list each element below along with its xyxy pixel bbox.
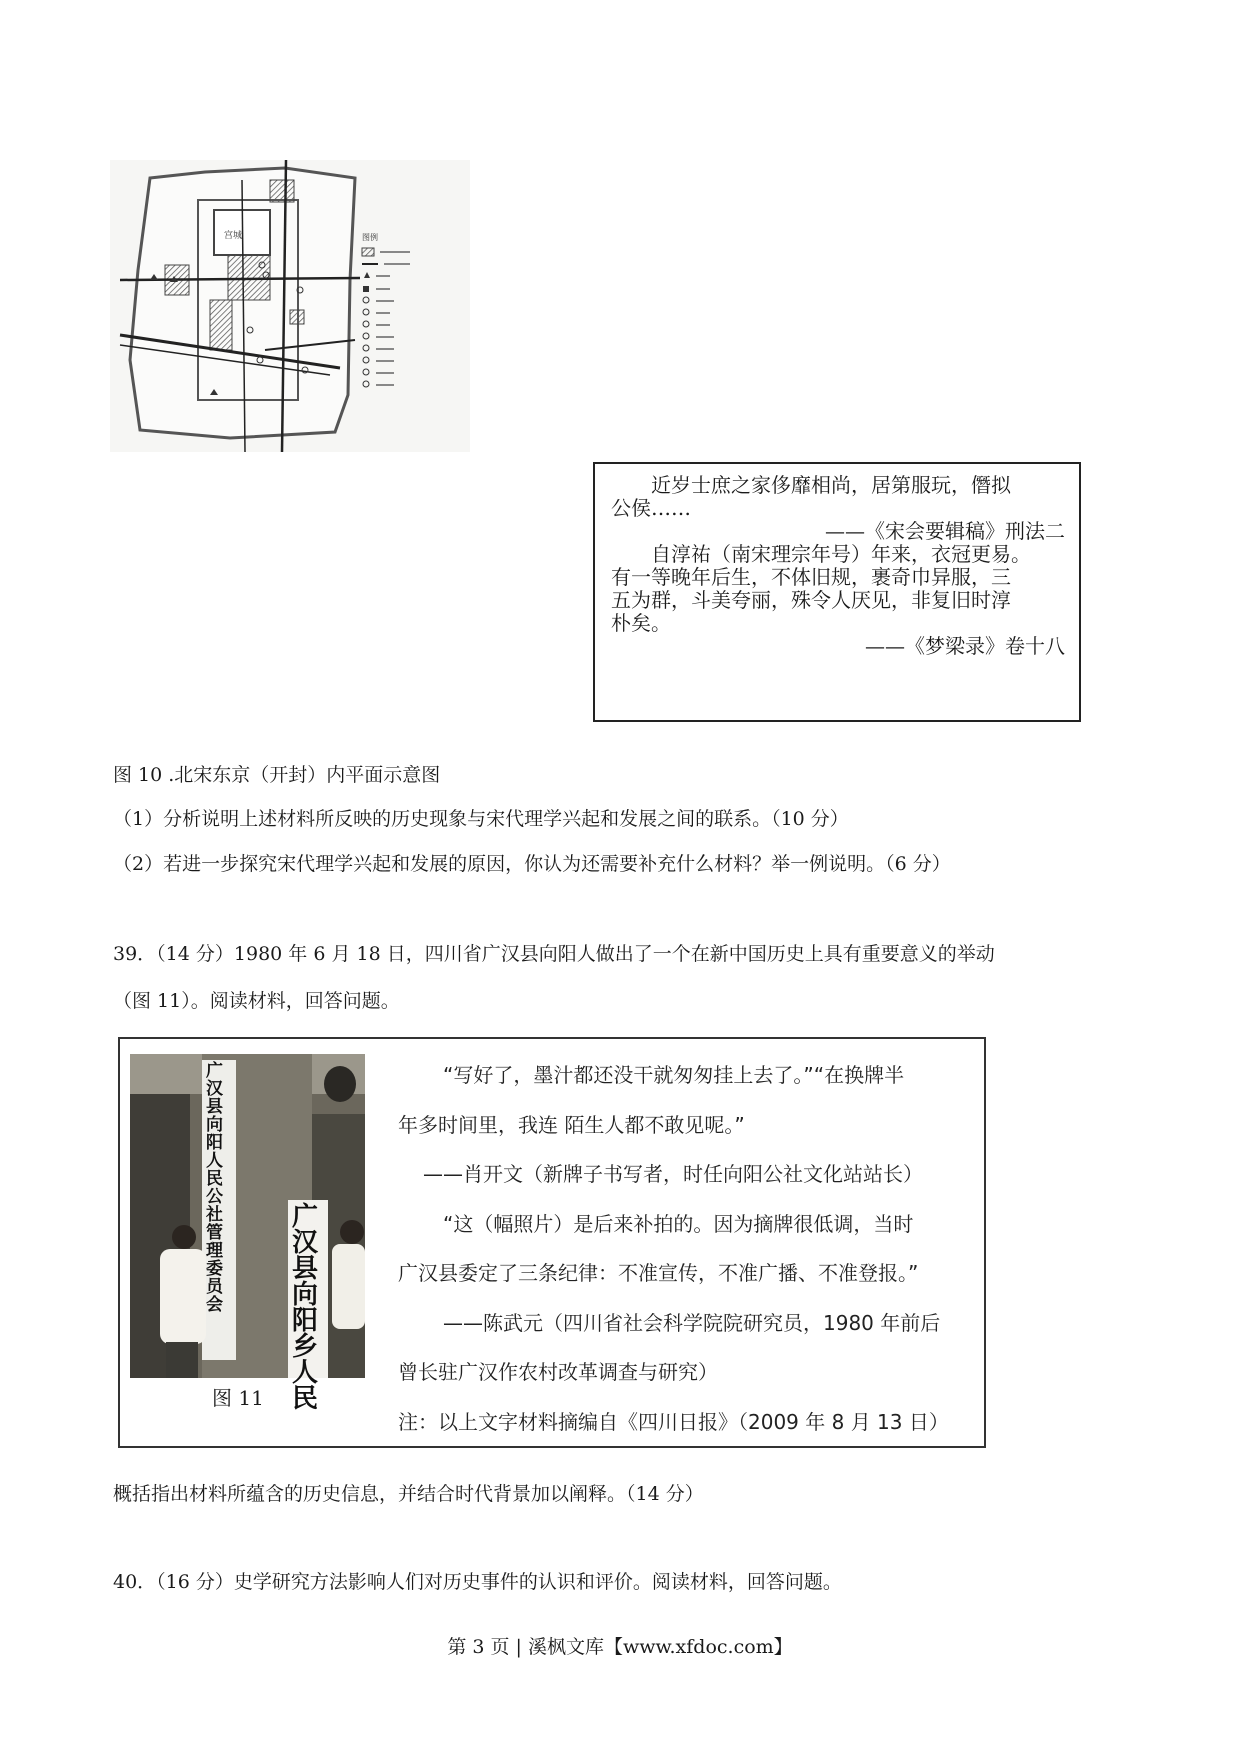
new-sign-text: 广汉县向阳乡人民 <box>292 1202 319 1414</box>
fig11-line3: ——肖开文（新牌子书写者，时任向阳公社文化站站长） <box>423 1162 923 1186</box>
fig11-caption: 图 11 <box>212 1386 264 1410</box>
map-drawing <box>110 160 470 452</box>
fig11-line5: 广汉县委定了三条纪律：不准宣传，不准广播、不准登报。” <box>398 1261 919 1285</box>
quote2-line2: 有一等晚年后生，不体旧规，裹奇巾异服，三 <box>611 565 1011 589</box>
map-legend-title: 图例 <box>362 233 378 242</box>
fig10-caption: 图 10 .北宋东京（开封）内平面示意图 <box>113 764 441 786</box>
fig11-line4: “这（幅照片）是后来补拍的。因为摘牌很低调，当时 <box>443 1211 914 1236</box>
quote1-line2: 公侯…… <box>611 496 691 520</box>
fig11-line8: 注：以上文字材料摘编自《四川日报》（2009 年 8 月 13 日） <box>398 1409 949 1434</box>
fig11-line2: 年多时间里，我连 陌生人都不敢见呢。” <box>398 1112 745 1137</box>
old-sign-text: 广汉县向阳人民公社管理委员会 <box>206 1061 223 1315</box>
fig11-line6: ——陈武元（四川省社会科学院院研究员，1980 年前后 <box>443 1310 941 1335</box>
map-label-palace: 宫城 <box>224 231 243 241</box>
kaifeng-map <box>110 160 470 452</box>
quote2-line4: 朴矣。 <box>611 611 671 635</box>
question-1: （1）分析说明上述材料所反映的历史现象与宋代理学兴起和发展之间的联系。（10 分） <box>113 808 849 830</box>
quote2-source: ——《梦梁录》卷十八 <box>865 634 1065 658</box>
quote1-source: ——《宋会要辑稿》刑法二 <box>825 519 1065 543</box>
song-quote-box <box>593 462 1081 722</box>
fig11-line1: “写好了，墨汁都还没干就匆匆挂上去了。”“在换牌半 <box>443 1063 905 1087</box>
fig11-materials <box>398 1051 978 1447</box>
q39-stem-line1: 39．（14 分）1980 年 6 月 18 日，四川省广汉县向阳人做出了一个在新中国历史上具有重要意义的举动 <box>113 943 995 965</box>
fig11-box <box>118 1037 986 1448</box>
quote1-line1: 近岁士庶之家侈靡相尚，居第服玩，僭拟 <box>651 473 1011 497</box>
q39-stem-line2: （图 11）。阅读材料，回答问题。 <box>113 990 400 1012</box>
question-2: （2）若进一步探究宋代理学兴起和发展的原因，你认为还需要补充什么材料？举一例说明。（6 分） <box>113 853 951 875</box>
page-footer: 第 3 页 | 溪枫文库【www.xfdoc.com】 <box>447 1636 793 1658</box>
q39-task: 概括指出材料所蕴含的历史信息，并结合时代背景加以阐释。（14 分） <box>113 1483 704 1505</box>
q40-stem: 40．（16 分）史学研究方法影响人们对历史事件的认识和评价。阅读材料，回答问题。 <box>113 1571 842 1593</box>
quote2-line1: 自淳祐（南宋理宗年号）年来，衣冠更易。 <box>651 542 1031 566</box>
quote2-line3: 五为群，斗美夸丽，殊令人厌见，非复旧时淳 <box>611 588 1011 612</box>
fig11-line7: 曾长驻广汉作农村改革调查与研究） <box>398 1360 718 1384</box>
